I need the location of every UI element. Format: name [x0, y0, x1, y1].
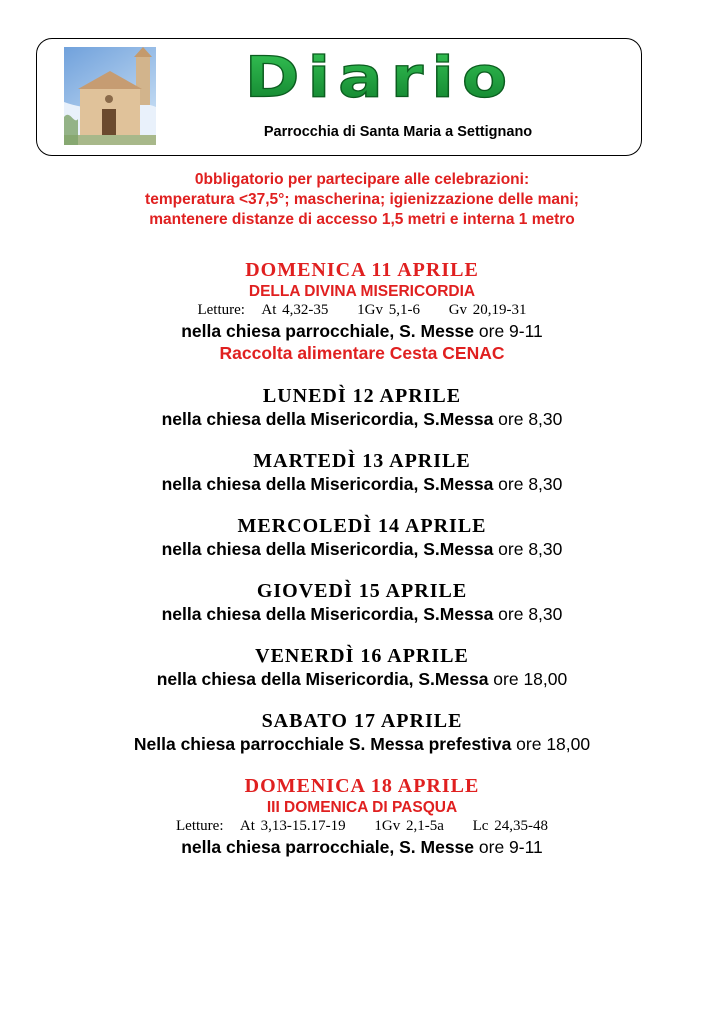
day-entry [0, 384, 724, 430]
day-readings: Letture: At 4,32-35 1Gv 5,1-6 Gv 20,19-31 [197, 302, 527, 318]
mass-info [0, 473, 724, 495]
day-title: DOMENICA 18 APRILE [244, 775, 480, 797]
mass-place: nella chiesa della Misericordia, S.Messa [161, 474, 494, 494]
mass-time: ore 8,30 [493, 604, 563, 624]
day-entry [0, 774, 724, 858]
mass-time: ore 9-11 [474, 321, 543, 341]
day-entry [0, 449, 724, 495]
mass-place: nella chiesa parrocchiale, S. Messe [181, 321, 475, 341]
mass-info [0, 668, 724, 690]
day-title: GIOVEDÌ 15 APRILE [256, 580, 468, 602]
mass-time: ore 9-11 [474, 837, 543, 857]
mass-place: nella chiesa della Misericordia, S.Messa [161, 539, 494, 559]
main-content [0, 170, 724, 858]
mass-time: ore 18,00 [488, 669, 568, 689]
mass-place: nella chiesa della Misericordia, S.Messa [161, 604, 494, 624]
mass-info [0, 320, 724, 342]
mass-info [0, 733, 724, 755]
mass-info [0, 538, 724, 560]
day-title: SABATO 17 APRILE [261, 710, 463, 732]
mass-place: Nella chiesa parrocchiale S. Messa prefestiva [133, 734, 512, 754]
diario-title-logo [180, 44, 580, 106]
day-title: MERCOLEDÌ 14 APRILE [237, 515, 487, 537]
day-readings: Letture: At 3,13-15.17-19 1Gv 2,1-5a Lc 24,35-48 [176, 818, 548, 834]
day-title: DOMENICA 11 APRILE [245, 259, 479, 281]
mass-time: ore 8,30 [493, 474, 563, 494]
mass-place: nella chiesa parrocchiale, S. Messe [181, 837, 475, 857]
parish-name: Parrocchia di Santa Maria a Settignano [263, 124, 533, 140]
mass-info [0, 836, 724, 858]
mass-time: ore 8,30 [493, 539, 563, 559]
mass-info [0, 408, 724, 430]
day-entry [0, 258, 724, 364]
day-entry [0, 514, 724, 560]
day-entry [0, 579, 724, 625]
day-entry [0, 644, 724, 690]
diario-title: Diario [244, 45, 516, 106]
day-entry [0, 709, 724, 755]
mass-time: ore 18,00 [511, 734, 591, 754]
day-title: MARTEDÌ 13 APRILE [253, 450, 471, 472]
notice-line: 0bbligatorio per partecipare alle celebrazioni: [194, 171, 530, 188]
day-title: VENERDÌ 16 APRILE [255, 645, 469, 667]
food-collection-note: Raccolta alimentare Cesta CENAC [219, 343, 505, 363]
mass-info [0, 603, 724, 625]
notice-line: mantenere distanze di accesso 1,5 metri e interna 1 metro [149, 211, 575, 228]
day-title: LUNEDÌ 12 APRILE [262, 385, 462, 407]
mass-place: nella chiesa della Misericordia, S.Messa [156, 669, 489, 689]
day-subtitle: III DOMENICA DI PASQUA [266, 799, 458, 816]
covid-notice [0, 170, 724, 230]
day-subtitle: DELLA DIVINA MISERICORDIA [248, 283, 476, 300]
mass-place: nella chiesa della Misericordia, S.Messa [161, 409, 494, 429]
notice-line: temperatura <37,5°; mascherina; igienizzazione delle mani; [145, 191, 579, 208]
mass-time: ore 8,30 [493, 409, 563, 429]
